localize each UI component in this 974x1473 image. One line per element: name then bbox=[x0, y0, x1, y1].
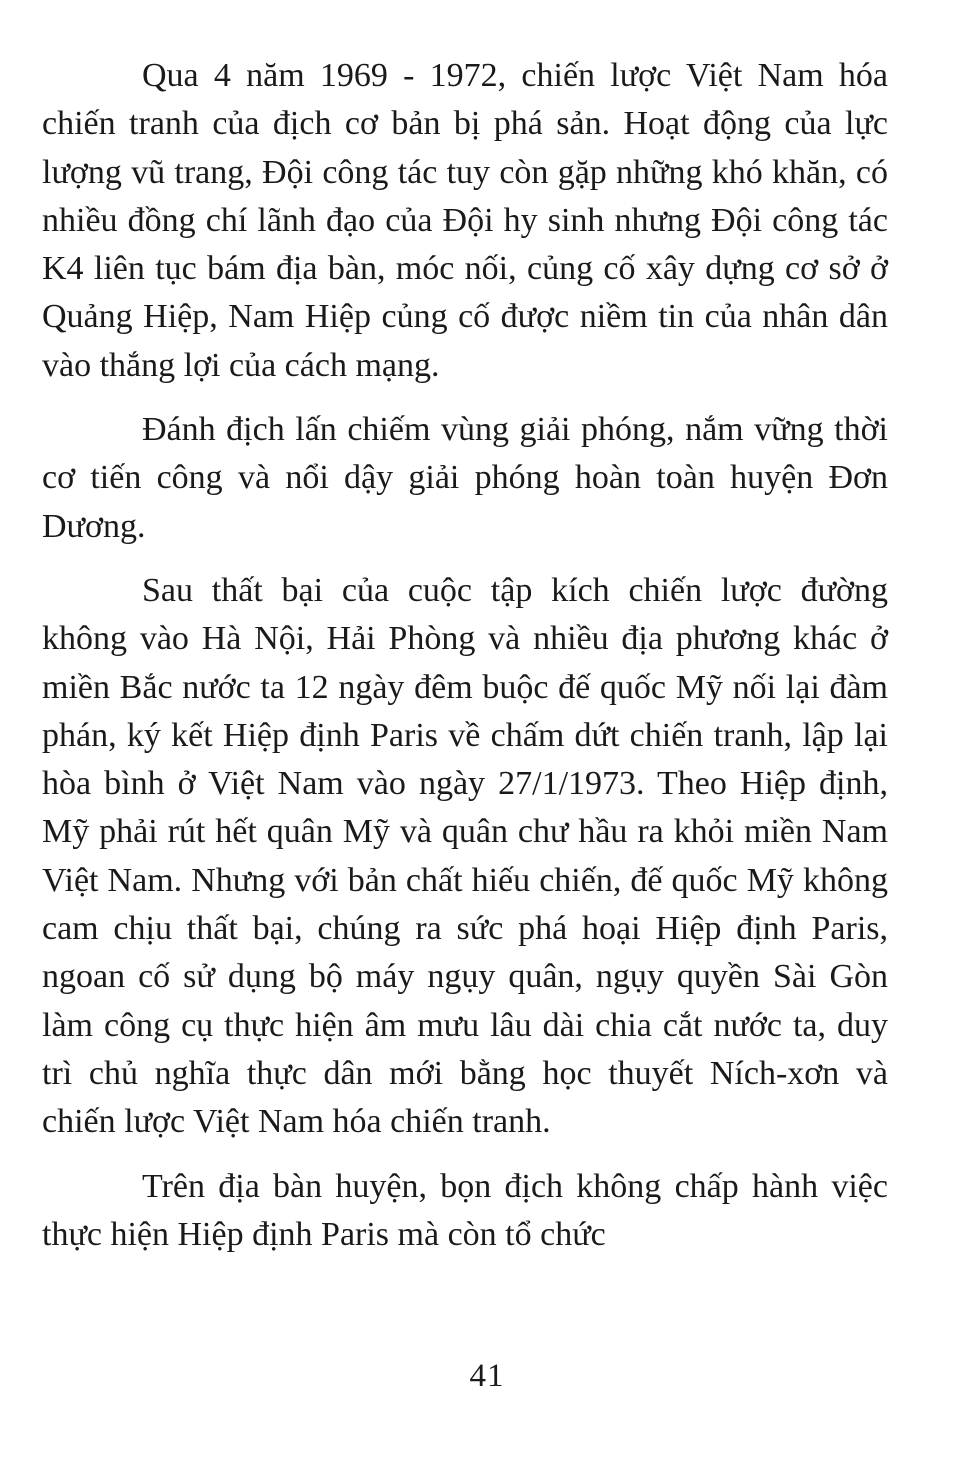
paragraph-1: Qua 4 năm 1969 - 1972, chiến lược Việt Nam hóa chiến tranh của địch cơ bản bị phá sản. Hoạt động của lực lượng vũ trang, Đội công tác tuy còn gặp những khó khăn, có nhiều đồng chí lãnh đạo của Đội hy sinh nhưng Đội công tác K4 liên tục bám địa bàn, móc nối, củng cố xây dựng cơ sở ở Quảng Hiệp, Nam Hiệp củng cố được niềm tin của nhân dân vào thắng lợi của cách mạng. bbox=[42, 57, 888, 384]
page-number: 41 bbox=[469, 1358, 505, 1394]
paragraph-2-section-heading: Đánh địch lấn chiếm vùng giải phóng, nắm vững thời cơ tiến công và nổi dậy giải phóng hoàn toàn huyện Đơn Dương. bbox=[42, 411, 888, 545]
paragraph-4: Trên địa bàn huyện, bọn địch không chấp hành việc thực hiện Hiệp định Paris mà còn tổ chức bbox=[42, 1167, 888, 1253]
paragraph-3: Sau thất bại của cuộc tập kích chiến lược đường không vào Hà Nội, Hải Phòng và nhiều địa phương khác ở miền Bắc nước ta 12 ngày đêm buộc đế quốc Mỹ nối lại đàm phán, ký kết Hiệp định Paris về chấm dứt chiến tranh, lập lại hòa bình ở Việt Nam vào ngày 27/1/1973. Theo Hiệp định, Mỹ phải rút hết quân Mỹ và quân chư hầu ra khỏi miền Nam Việt Nam. Nhưng với bản chất hiếu chiến, đế quốc Mỹ không cam chịu thất bại, chúng ra sức phá hoại Hiệp định Paris, ngoan cố sử dụng bộ máy ngụy quân, ngụy quyền Sài Gòn làm công cụ thực hiện âm mưu lâu dài chia cắt nước ta, duy trì chủ nghĩa thực dân mới bằng học thuyết Ních-xơn và chiến lược Việt Nam hóa chiến tranh. bbox=[42, 571, 888, 1141]
page-body bbox=[42, 52, 888, 1259]
